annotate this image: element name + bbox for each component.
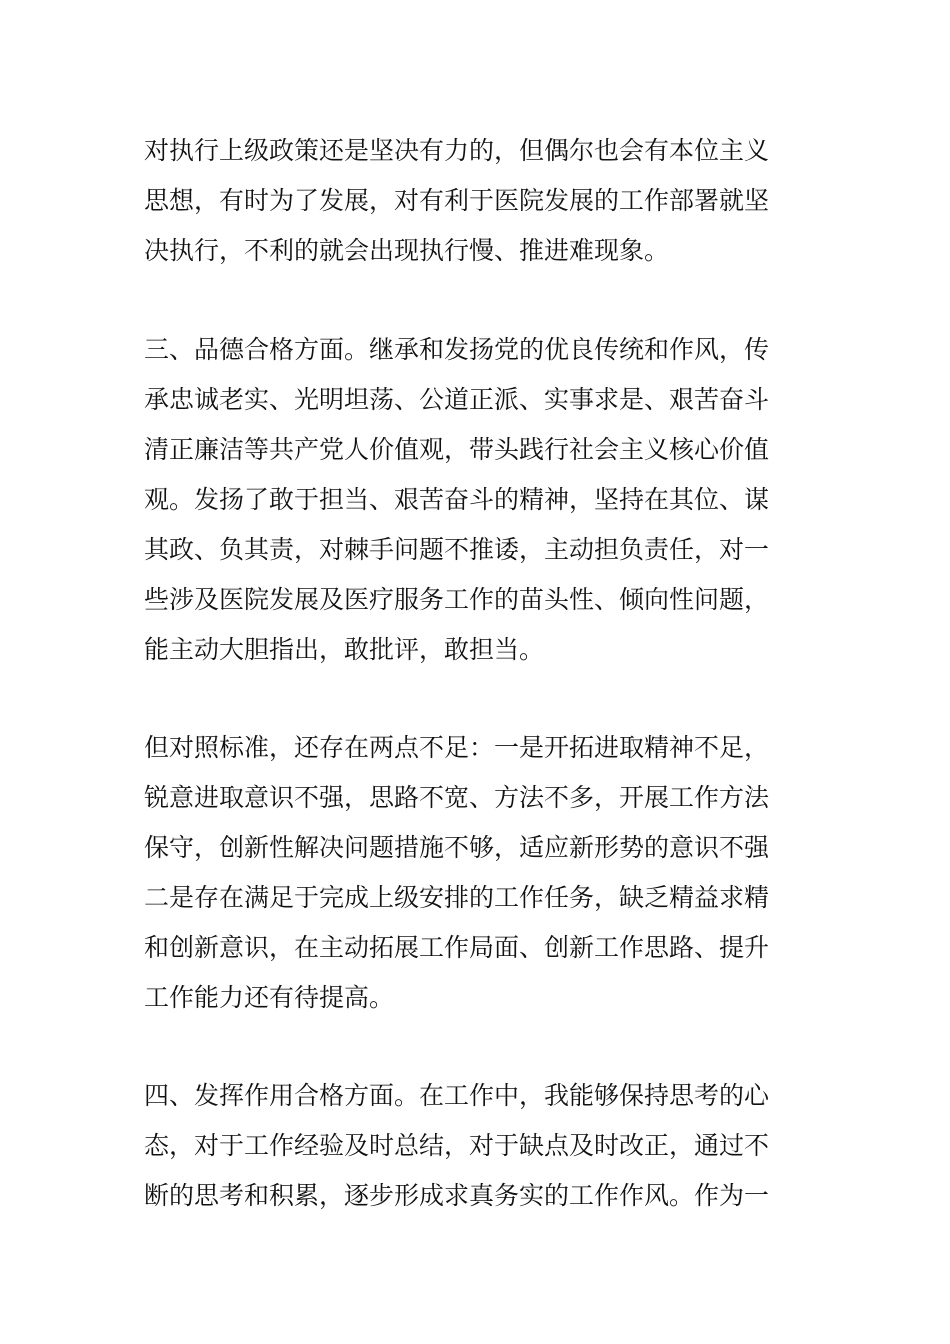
text-line: 三、品德合格方面。继承和发扬党的优良传统和作风，传 [144, 335, 770, 364]
text-line: 清正廉洁等共产党人价值观，带头践行社会主义核心价值 [144, 435, 770, 464]
paragraph-shortcomings [144, 723, 814, 1023]
text-line: 四、发挥作用合格方面。在工作中，我能够保持思考的心 [144, 1081, 770, 1110]
text-line: 工作能力还有待提高。 [144, 983, 395, 1012]
text-line: 保守，创新性解决问题措施不够，适应新形势的意识不强 [144, 833, 770, 862]
text-line: 些涉及医院发展及医疗服务工作的苗头性、倾向性问题， [144, 585, 770, 614]
text-line: 断的思考和积累，逐步形成求真务实的工作作风。作为一 [144, 1181, 770, 1210]
text-line: 锐意进取意识不强，思路不宽、方法不多，开展工作方法 [144, 783, 770, 812]
text-line: 能主动大胆指出，敢批评，敢担当。 [144, 635, 545, 664]
text-line: 和创新意识，在主动拓展工作局面、创新工作思路、提升 [144, 933, 770, 962]
text-line: 决执行，不利的就会出现执行慢、推进难现象。 [144, 236, 670, 265]
text-line: 二是存在满足于完成上级安排的工作任务，缺乏精益求精 [144, 883, 770, 912]
text-line: 思想，有时为了发展，对有利于医院发展的工作部署就坚 [144, 186, 770, 215]
text-line: 承忠诚老实、光明坦荡、公道正派、实事求是、艰苦奋斗 [144, 385, 770, 414]
paragraph-moral-qualification [144, 325, 814, 675]
text-line: 其政、负其责，对棘手问题不推诿，主动担负责任，对一 [144, 535, 770, 564]
text-line: 但对照标准，还存在两点不足：一是开拓进取精神不足， [144, 733, 770, 762]
paragraph-role-qualification [144, 1071, 814, 1221]
text-line: 观。发扬了敢于担当、艰苦奋斗的精神，坚持在其位、谋 [144, 485, 770, 514]
text-line: 态，对于工作经验及时总结，对于缺点及时改正，通过不 [144, 1131, 770, 1160]
paragraph-policy-execution [144, 126, 814, 276]
text-line: 对执行上级政策还是坚决有力的，但偶尔也会有本位主义 [144, 136, 770, 165]
